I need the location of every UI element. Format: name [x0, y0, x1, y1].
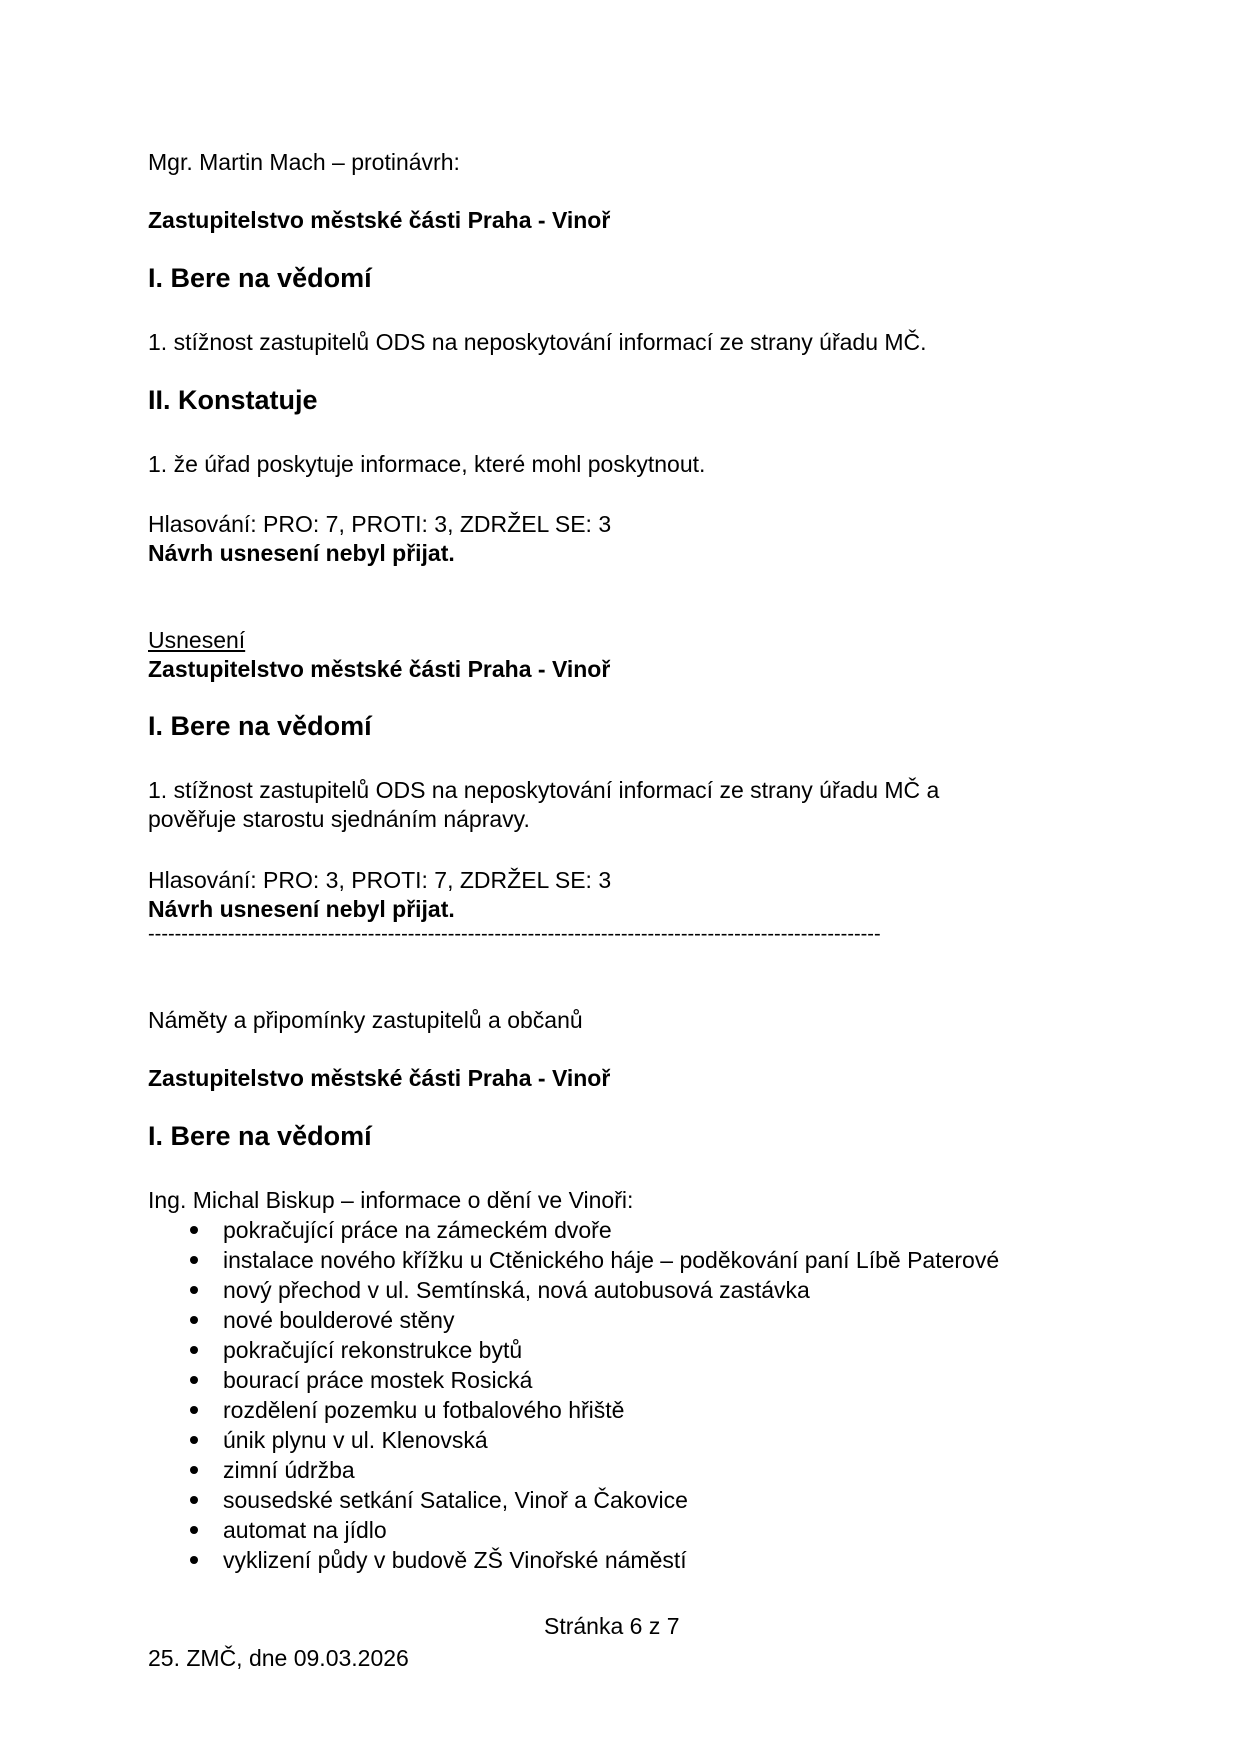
- bullet-icon: [190, 1256, 198, 1264]
- list-item: rozdělení pozemku u fotbalového hřiště: [223, 1397, 625, 1423]
- section-heading-states: II. Konstatuje: [148, 385, 318, 415]
- list-item: 1. stížnost zastupitelů ODS na neposkytování informací ze strany úřadu MČ.: [148, 329, 927, 355]
- meeting-info: 25. ZMČ, dne 09.03.2026: [148, 1645, 409, 1671]
- counterproposal-intro: Mgr. Martin Mach – protinávrh:: [148, 149, 460, 175]
- list-item: nový přechod v ul. Semtínská, nová autobusová zastávka: [223, 1277, 810, 1303]
- resolution-status: Návrh usnesení nebyl přijat.: [148, 896, 455, 922]
- bullet-icon: [190, 1346, 198, 1354]
- list-item-continuation: pověřuje starostu sjednáním nápravy.: [148, 806, 530, 832]
- council-heading: Zastupitelstvo městské části Praha - Vinoř: [148, 656, 611, 682]
- list-item: pokračující práce na zámeckém dvoře: [223, 1217, 612, 1243]
- dashed-divider: --------------------------------------------------------------------------------------------------------------: [148, 923, 881, 945]
- council-heading: Zastupitelstvo městské části Praha - Vinoř: [148, 207, 611, 233]
- bullet-icon: [190, 1496, 198, 1504]
- list-item: bourací práce mostek Rosická: [223, 1367, 533, 1393]
- bullet-icon: [190, 1406, 198, 1414]
- bullet-icon: [190, 1286, 198, 1294]
- list-item: instalace nového křížku u Ctěnického háje – poděkování paní Líbě Paterové: [223, 1247, 1000, 1273]
- list-item: sousedské setkání Satalice, Vinoř a Čakovice: [223, 1487, 688, 1513]
- bullet-icon: [190, 1226, 198, 1234]
- bullet-icon: [190, 1316, 198, 1324]
- vote-result-text: Hlasování: PRO: 3, PROTI: 7, ZDRŽEL SE: 3: [148, 867, 612, 893]
- list-item: automat na jídlo: [223, 1517, 387, 1543]
- bullet-icon: [190, 1556, 198, 1564]
- list-item: zimní údržba: [223, 1457, 355, 1483]
- list-item: vyklizení půdy v budově ZŠ Vinořské náměstí: [223, 1547, 687, 1573]
- list-item: 1. že úřad poskytuje informace, které mohl poskytnout.: [148, 451, 706, 477]
- council-heading: Zastupitelstvo městské části Praha - Vinoř: [148, 1065, 611, 1091]
- bullet-icon: [190, 1526, 198, 1534]
- section-title: Náměty a připomínky zastupitelů a občanů: [148, 1007, 583, 1033]
- bullet-icon: [190, 1466, 198, 1474]
- list-item: pokračující rekonstrukce bytů: [223, 1337, 523, 1363]
- vote-result-text: Hlasování: PRO: 7, PROTI: 3, ZDRŽEL SE: 3: [148, 511, 612, 537]
- resolution-label: Usnesení: [148, 627, 246, 653]
- list-item: únik plynu v ul. Klenovská: [223, 1427, 488, 1453]
- bullet-icon: [190, 1376, 198, 1384]
- info-intro: Ing. Michal Biskup – informace o dění ve Vinoři:: [148, 1187, 634, 1213]
- section-heading-acknowledges: I. Bere na vědomí: [148, 711, 372, 741]
- section-heading-acknowledges: I. Bere na vědomí: [148, 263, 372, 293]
- section-heading-acknowledges: I. Bere na vědomí: [148, 1121, 372, 1151]
- page-number: Stránka 6 z 7: [544, 1613, 680, 1639]
- list-item: nové boulderové stěny: [223, 1307, 455, 1333]
- resolution-status: Návrh usnesení nebyl přijat.: [148, 540, 455, 566]
- list-item: 1. stížnost zastupitelů ODS na neposkytování informací ze strany úřadu MČ a: [148, 777, 940, 803]
- bullet-icon: [190, 1436, 198, 1444]
